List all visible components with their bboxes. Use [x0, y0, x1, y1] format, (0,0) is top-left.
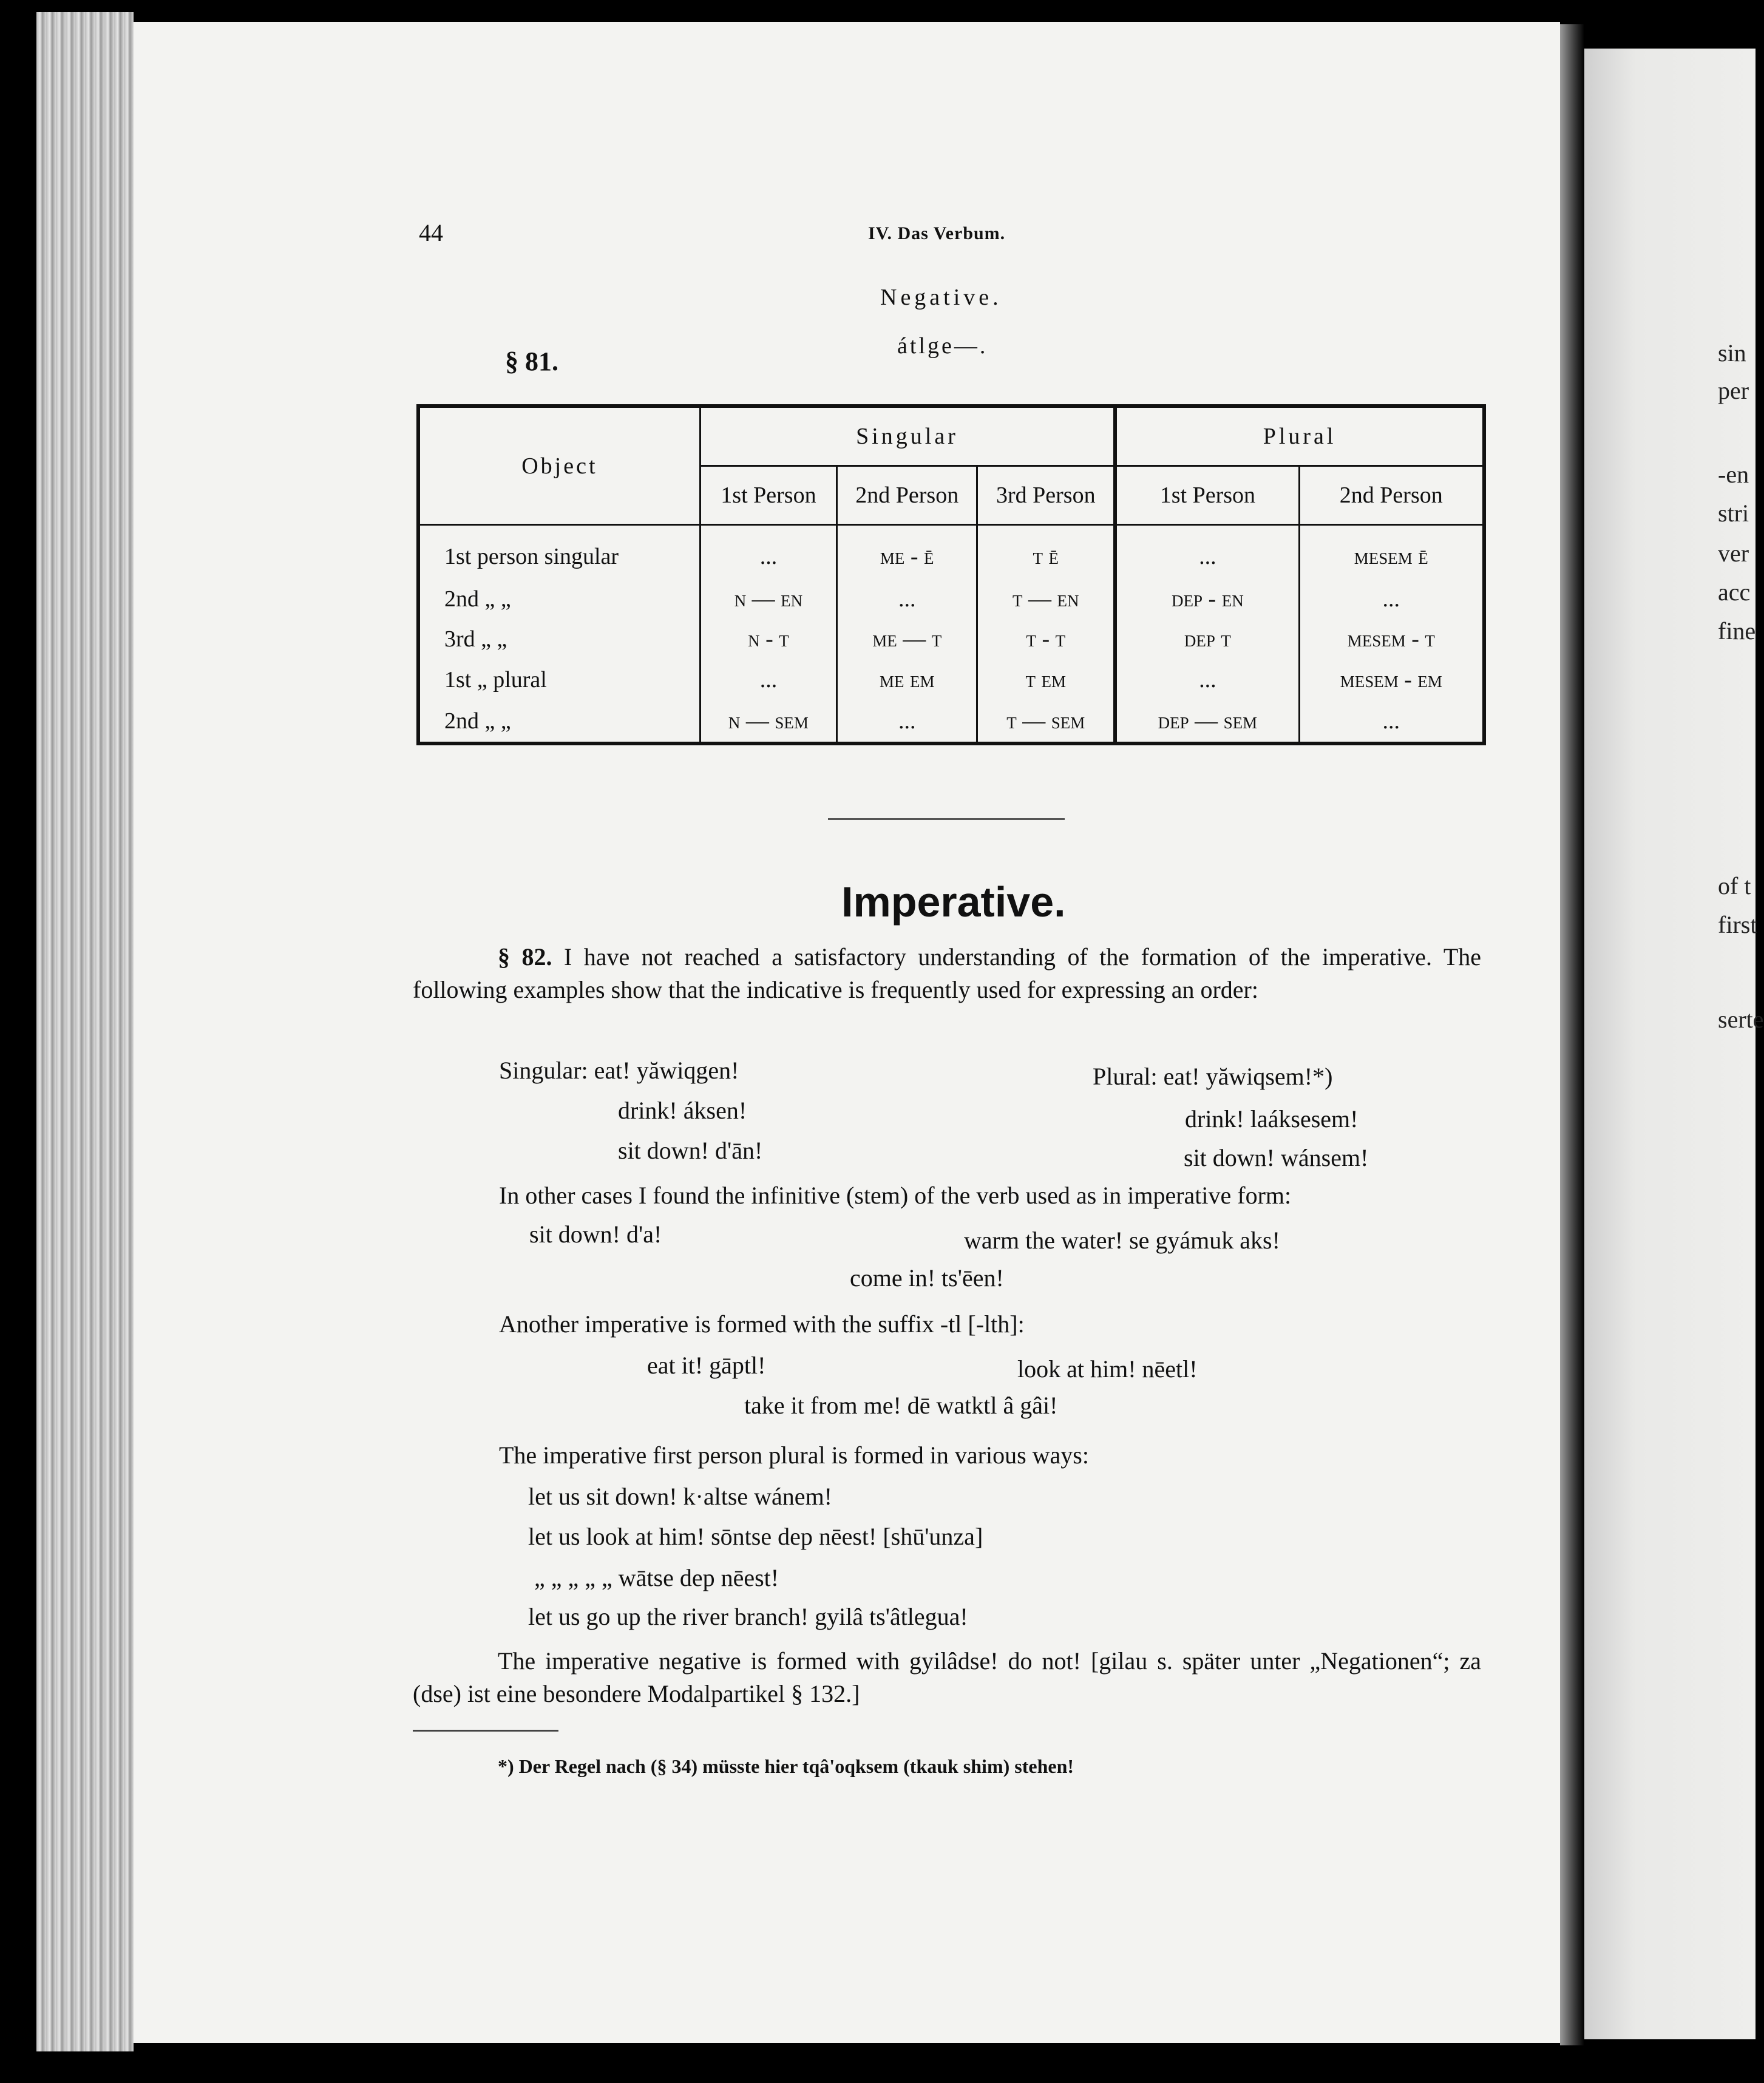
table-cell: ... [700, 525, 836, 579]
column-header: 1st Person [1115, 466, 1299, 525]
paragraph-82 [413, 941, 1481, 1006]
table-row [418, 619, 1484, 660]
running-head: IV. Das Verbum. [868, 223, 1006, 243]
table-cell: ... [1115, 660, 1299, 700]
facing-page-fragment: fine [1718, 617, 1756, 645]
table-cell: ... [1299, 578, 1484, 619]
imperative-heading: Imperative. [841, 878, 1066, 926]
example-line: come in! ts'ēen! [850, 1264, 1004, 1292]
book-edge [36, 12, 134, 2051]
table-cell: dep - en [1115, 578, 1299, 619]
table-cell: me - ē [837, 525, 977, 579]
row-label: 1st person singular [444, 543, 619, 569]
table-cell: ... [837, 578, 977, 619]
text-line: Another imperative is formed with the suffix -tl [-lth]: [499, 1310, 1025, 1338]
facing-page-fragment: first [1718, 911, 1757, 938]
row-label: 1st „ plural [444, 667, 547, 693]
example-line: take it from me! dē watktl â gâi! [744, 1392, 1058, 1419]
table-cell: mesem - em [1299, 660, 1484, 700]
facing-page-fragment: serte [1718, 1006, 1764, 1033]
facing-page [1584, 49, 1764, 2039]
table-cell: mesem ē [1299, 525, 1484, 579]
paradigm-table [416, 404, 1486, 745]
table-cell: n — sem [700, 700, 836, 743]
row-label: 2nd „ „ [444, 586, 511, 612]
facing-page-fragment: sin [1718, 339, 1746, 367]
column-header: 2nd Person [837, 466, 977, 525]
table-cell: ... [837, 700, 977, 743]
example-line: eat it! gāptl! [647, 1352, 766, 1379]
table-cell: dep — sem [1115, 700, 1299, 743]
table-cell: ... [1299, 700, 1484, 743]
example-line: Singular: eat! yăwiqgen! [499, 1057, 739, 1084]
table-row [418, 578, 1484, 619]
text-line: The imperative first person plural is formed in various ways: [499, 1441, 1089, 1469]
table-cell: t — sem [977, 700, 1115, 743]
section-divider [828, 818, 1065, 820]
example-line: let us go up the river branch! gyilâ ts'âtlegua! [528, 1603, 968, 1630]
facing-page-fragment: of t [1718, 872, 1751, 899]
facing-page-fragment: acc [1718, 578, 1751, 606]
table-cell: n - t [700, 619, 836, 660]
example-line: „ „ „ „ „ wātse dep nēest! [534, 1564, 779, 1591]
table-cell: me em [837, 660, 977, 700]
table-cell: n — en [700, 578, 836, 619]
singular-header: Singular [700, 406, 1115, 466]
facing-page-fragment: per [1718, 377, 1749, 404]
facing-page-fragment: stri [1718, 500, 1749, 527]
paragraph-negative: The imperative negative is formed with gyilâdse! do not! [gilau s. später unter „Negationen“; za (dse) ist eine besondere Modalpartikel § 132.] [413, 1647, 1481, 1707]
text-line: In other cases I found the infinitive (stem) of the verb used as in imperative form: [499, 1182, 1292, 1209]
table-row [418, 700, 1484, 743]
example-line: Plural: eat! yăwiqsem!*) [1093, 1063, 1333, 1090]
footnote-rule [413, 1730, 558, 1732]
table-cell: t ē [977, 525, 1115, 579]
example-line: sit down! d'a! [529, 1221, 662, 1248]
section-81-label: § 81. [505, 347, 558, 376]
example-line: drink! áksen! [618, 1097, 747, 1124]
row-label: 3rd „ „ [444, 626, 507, 652]
paragraph-82-text: I have not reached a satisfactory understanding of the formation of the imperative. The following examples show that the indicative is frequently used for expressing an order: [413, 943, 1482, 1003]
table-cell: ... [1115, 525, 1299, 579]
row-label: 2nd „ „ [444, 708, 511, 734]
book-gutter [1560, 24, 1584, 2045]
example-line: let us look at him! sōntse dep nēest! [shū'unza] [528, 1523, 983, 1550]
example-line: let us sit down! k·altse wánem! [528, 1483, 832, 1510]
example-line: warm the water! se gyámuk aks! [964, 1227, 1280, 1254]
page-number: 44 [419, 219, 443, 246]
table-caption: Negative. [880, 285, 1002, 310]
column-header: 1st Person [700, 466, 836, 525]
table-cell: t — en [977, 578, 1115, 619]
footnote: *) Der Regel nach (§ 34) müsste hier tqâ'oqksem (tkauk shim) stehen! [498, 1755, 1074, 1777]
facing-page-fragment: -en [1718, 461, 1749, 488]
table-row [418, 525, 1484, 579]
book-page [134, 22, 1560, 2043]
facing-page-fragment: ver [1718, 540, 1749, 567]
table-cell: t - t [977, 619, 1115, 660]
column-header: 3rd Person [977, 466, 1115, 525]
table-cell: dep t [1115, 619, 1299, 660]
plural-header: Plural [1115, 406, 1484, 466]
column-header: 2nd Person [1299, 466, 1484, 525]
object-header: Object [418, 406, 700, 525]
example-line: sit down! wánsem! [1184, 1144, 1369, 1171]
table-row [418, 660, 1484, 700]
example-line: sit down! d'ān! [618, 1137, 763, 1164]
example-line: look at him! nēetl! [1017, 1355, 1198, 1383]
table-cell: ... [700, 660, 836, 700]
table-prefix: átlge—. [897, 333, 988, 359]
section-82-label: § 82. [498, 943, 552, 970]
table-cell: me — t [837, 619, 977, 660]
example-line: drink! laáksesem! [1185, 1105, 1359, 1133]
table-cell: mesem - t [1299, 619, 1484, 660]
table-cell: t em [977, 660, 1115, 700]
